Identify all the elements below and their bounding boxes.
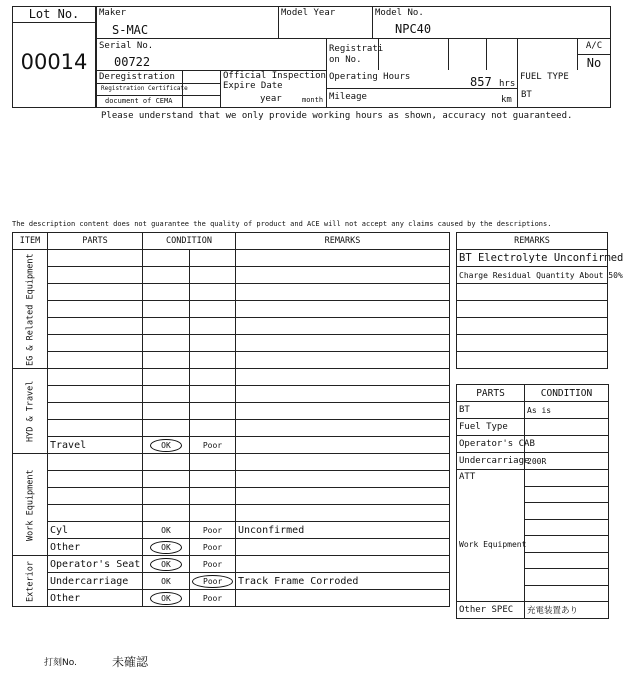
part-cell <box>48 505 143 522</box>
stamp-label: 打刻No. <box>44 658 77 668</box>
table-row <box>13 318 450 335</box>
table-row <box>13 267 450 284</box>
operating-hours-value: 857 <box>470 75 492 89</box>
parts-box-parts-header: PARTS <box>457 385 525 402</box>
ok-option: OK <box>161 525 171 535</box>
ac-value: No <box>586 56 602 70</box>
fuel-type-value: BT <box>521 90 532 100</box>
parts-box-condition-header: CONDITION <box>525 385 609 402</box>
part-condition <box>525 419 609 436</box>
remark-cell <box>236 437 450 454</box>
remarks-box <box>456 232 624 369</box>
section-label: HYD & Travel <box>13 369 48 454</box>
remarks-line <box>457 335 608 352</box>
condition-cell <box>143 352 190 369</box>
remark-cell <box>236 403 450 420</box>
remark-cell <box>236 590 450 607</box>
condition-cell <box>190 556 236 573</box>
part-cell <box>48 386 143 403</box>
parts-row <box>457 436 609 453</box>
deregistration-label: Deregistration <box>99 72 175 82</box>
inspection-table <box>12 232 450 607</box>
part-cell <box>48 318 143 335</box>
remark-cell <box>236 386 450 403</box>
part-cell <box>48 250 143 267</box>
condition-cell <box>143 573 190 590</box>
lot-label: Lot No. <box>28 7 80 21</box>
other-spec-row <box>457 602 609 619</box>
part-cell: Travel <box>48 437 143 454</box>
remarks-line <box>457 352 608 369</box>
condition-cell <box>143 471 190 488</box>
condition-cell <box>190 505 236 522</box>
table-row <box>13 573 450 590</box>
att-value <box>525 486 609 503</box>
operating-hours-label: Operating Hours <box>329 72 411 82</box>
part-cell: Operator's Seat <box>48 556 143 573</box>
condition-cell <box>190 522 236 539</box>
part-cell: Undercarriage <box>48 573 143 590</box>
att-value <box>525 569 609 586</box>
maker-label: Maker <box>99 8 127 18</box>
condition-cell <box>190 471 236 488</box>
remark-text <box>457 318 608 335</box>
table-row <box>13 403 450 420</box>
info-hline-4 <box>96 95 220 96</box>
condition-cell <box>143 267 190 284</box>
condition-cell <box>143 386 190 403</box>
condition-cell <box>190 573 236 590</box>
condition-cell <box>143 539 190 556</box>
registration-certificate-label: Registration Certificate <box>101 85 188 92</box>
table-row <box>13 352 450 369</box>
part-cell <box>48 420 143 437</box>
condition-cell <box>143 318 190 335</box>
table-row <box>13 369 450 386</box>
ok-option: OK <box>150 592 182 605</box>
att-label: ATT <box>459 472 476 482</box>
table-row <box>13 386 450 403</box>
part-cell <box>48 369 143 386</box>
remark-cell <box>236 318 450 335</box>
remark-cell: Unconfirmed <box>236 522 450 539</box>
serial-value: 00722 <box>114 55 151 69</box>
remark-text <box>457 352 608 369</box>
condition-cell <box>143 556 190 573</box>
condition-cell <box>143 505 190 522</box>
condition-cell <box>190 318 236 335</box>
table-row <box>13 488 450 505</box>
remarks-header: REMARKS <box>236 233 450 250</box>
maker-value: S-MAC <box>112 23 149 37</box>
condition-cell <box>143 335 190 352</box>
work-equipment-label: Work Equipment <box>459 540 527 549</box>
registration-label: Registrati on No. <box>329 44 384 65</box>
part-cell: Other <box>48 539 143 556</box>
cema-label: document of CEMA <box>105 97 173 105</box>
info-vline-3 <box>326 38 327 108</box>
remark-cell <box>236 420 450 437</box>
remarks-line <box>457 250 608 267</box>
section-label: EG & Related Equipment <box>13 250 48 369</box>
table-row <box>13 420 450 437</box>
ok-option: OK <box>150 558 182 571</box>
part-condition: As is <box>525 402 609 419</box>
part-cell <box>48 267 143 284</box>
condition-cell <box>190 267 236 284</box>
condition-cell <box>190 488 236 505</box>
table-row <box>13 250 450 267</box>
condition-cell <box>143 488 190 505</box>
model-no-label: Model No. <box>375 8 424 18</box>
part-name: Undercarriage <box>457 453 525 470</box>
ok-option: OK <box>150 541 182 554</box>
km-unit: km <box>501 95 512 105</box>
remark-cell <box>236 369 450 386</box>
remark-cell <box>236 267 450 284</box>
hours-notice: Please understand that we only provide working hours as shown, accuracy not guaranteed. <box>101 111 573 121</box>
remarks-box-header: REMARKS <box>457 233 608 250</box>
condition-cell <box>190 454 236 471</box>
condition-cell <box>143 437 190 454</box>
remark-cell <box>236 284 450 301</box>
info-hline-3 <box>96 83 220 84</box>
mileage-label: Mileage <box>329 92 367 102</box>
parts-row <box>457 402 609 419</box>
part-cell <box>48 352 143 369</box>
parts-row <box>457 453 609 470</box>
condition-header: CONDITION <box>143 233 236 250</box>
info-vline-5 <box>448 38 449 70</box>
part-cell <box>48 454 143 471</box>
condition-cell <box>143 284 190 301</box>
poor-option: Poor <box>202 440 223 450</box>
fuel-type-label: FUEL TYPE <box>520 72 569 82</box>
serial-label: Serial No. <box>99 41 154 51</box>
att-value <box>525 536 609 553</box>
info-vline-1 <box>278 6 279 38</box>
parts-box <box>456 384 609 619</box>
condition-cell <box>143 454 190 471</box>
part-condition <box>525 436 609 453</box>
remark-cell <box>236 250 450 267</box>
part-cell <box>48 488 143 505</box>
condition-cell <box>190 301 236 318</box>
inspection-label: Official Inspection Expire Date <box>223 71 326 91</box>
att-value <box>525 552 609 569</box>
part-cell <box>48 301 143 318</box>
condition-cell <box>143 590 190 607</box>
table-row <box>13 301 450 318</box>
table-row <box>13 556 450 573</box>
remark-text <box>457 284 608 301</box>
model-no-value: NPC40 <box>395 22 432 36</box>
remark-text <box>457 335 608 352</box>
table-row <box>13 590 450 607</box>
table-row <box>13 505 450 522</box>
table-row <box>13 454 450 471</box>
other-spec-label: Other SPEC <box>457 602 525 619</box>
condition-cell <box>190 437 236 454</box>
condition-cell <box>143 403 190 420</box>
parts-row <box>457 419 609 436</box>
part-cell <box>48 403 143 420</box>
remark-cell <box>236 335 450 352</box>
condition-cell <box>143 250 190 267</box>
remarks-line <box>457 318 608 335</box>
remark-cell <box>236 488 450 505</box>
part-cell <box>48 471 143 488</box>
remark-cell <box>236 556 450 573</box>
att-value <box>525 503 609 520</box>
ok-option: OK <box>161 576 171 586</box>
condition-cell <box>190 420 236 437</box>
att-value <box>525 585 609 602</box>
remarks-line <box>457 267 608 284</box>
part-cell: Other <box>48 590 143 607</box>
info-vline-6 <box>486 38 487 70</box>
condition-cell <box>190 539 236 556</box>
remark-cell: Track Frame Corroded <box>236 573 450 590</box>
part-name: Operator's CAB <box>457 436 525 453</box>
condition-cell <box>190 284 236 301</box>
table-header-row <box>13 233 450 250</box>
remark-cell <box>236 505 450 522</box>
remark-cell <box>236 454 450 471</box>
condition-cell <box>190 386 236 403</box>
part-name: BT <box>457 402 525 419</box>
remark-text <box>457 301 608 318</box>
condition-cell <box>143 522 190 539</box>
remark-text: Charge Residual Quantity About 50% <box>457 267 608 284</box>
condition-cell <box>143 369 190 386</box>
poor-option: Poor <box>192 575 233 588</box>
table-row <box>13 335 450 352</box>
poor-option: Poor <box>202 593 223 603</box>
month-label: month <box>302 96 324 104</box>
remark-text: BT Electrolyte Unconfirmed <box>457 250 608 267</box>
table-row <box>13 471 450 488</box>
hrs-unit: hrs <box>499 79 516 89</box>
att-row <box>457 470 609 487</box>
disclaimer: The description content does not guarantee the quality of product and ACE will not accept any claims caused by the descriptions. <box>12 220 552 228</box>
stamp-value: 未確認 <box>112 655 149 669</box>
att-value <box>525 519 609 536</box>
info-vline-2 <box>372 6 373 38</box>
condition-cell <box>190 352 236 369</box>
parts-header: PARTS <box>48 233 143 250</box>
year-label: year <box>260 94 282 104</box>
ac-label: A/C <box>585 41 603 51</box>
part-condition: 200R <box>525 453 609 470</box>
condition-cell <box>190 403 236 420</box>
condition-cell <box>190 369 236 386</box>
remark-cell <box>236 539 450 556</box>
model-year-label: Model Year <box>281 8 336 18</box>
table-row <box>13 284 450 301</box>
part-cell: Cyl <box>48 522 143 539</box>
condition-cell <box>143 301 190 318</box>
lot-number: 00014 <box>20 50 88 74</box>
att-cell <box>457 470 525 602</box>
poor-option: Poor <box>202 559 223 569</box>
remark-cell <box>236 301 450 318</box>
condition-cell <box>143 420 190 437</box>
condition-cell <box>190 250 236 267</box>
part-cell <box>48 284 143 301</box>
section-label: Work Equipment <box>13 454 48 556</box>
part-cell <box>48 335 143 352</box>
table-row <box>13 437 450 454</box>
condition-cell <box>190 590 236 607</box>
remark-cell <box>236 471 450 488</box>
poor-option: Poor <box>202 542 223 552</box>
remarks-line <box>457 301 608 318</box>
info-hline-ac <box>577 54 611 55</box>
table-row <box>13 522 450 539</box>
table-row <box>13 539 450 556</box>
info-vline-10 <box>220 70 221 108</box>
info-hline-1 <box>96 38 611 39</box>
lot-divider <box>12 22 96 23</box>
info-vline-7 <box>517 38 518 108</box>
poor-option: Poor <box>202 525 223 535</box>
part-name: Fuel Type <box>457 419 525 436</box>
remarks-line <box>457 284 608 301</box>
section-label: Exterior <box>13 556 48 607</box>
ok-option: OK <box>150 439 182 452</box>
condition-cell <box>190 335 236 352</box>
other-spec-value: 充電装置あり <box>525 602 609 619</box>
att-value <box>525 470 609 487</box>
item-header: ITEM <box>13 233 48 250</box>
remark-cell <box>236 352 450 369</box>
